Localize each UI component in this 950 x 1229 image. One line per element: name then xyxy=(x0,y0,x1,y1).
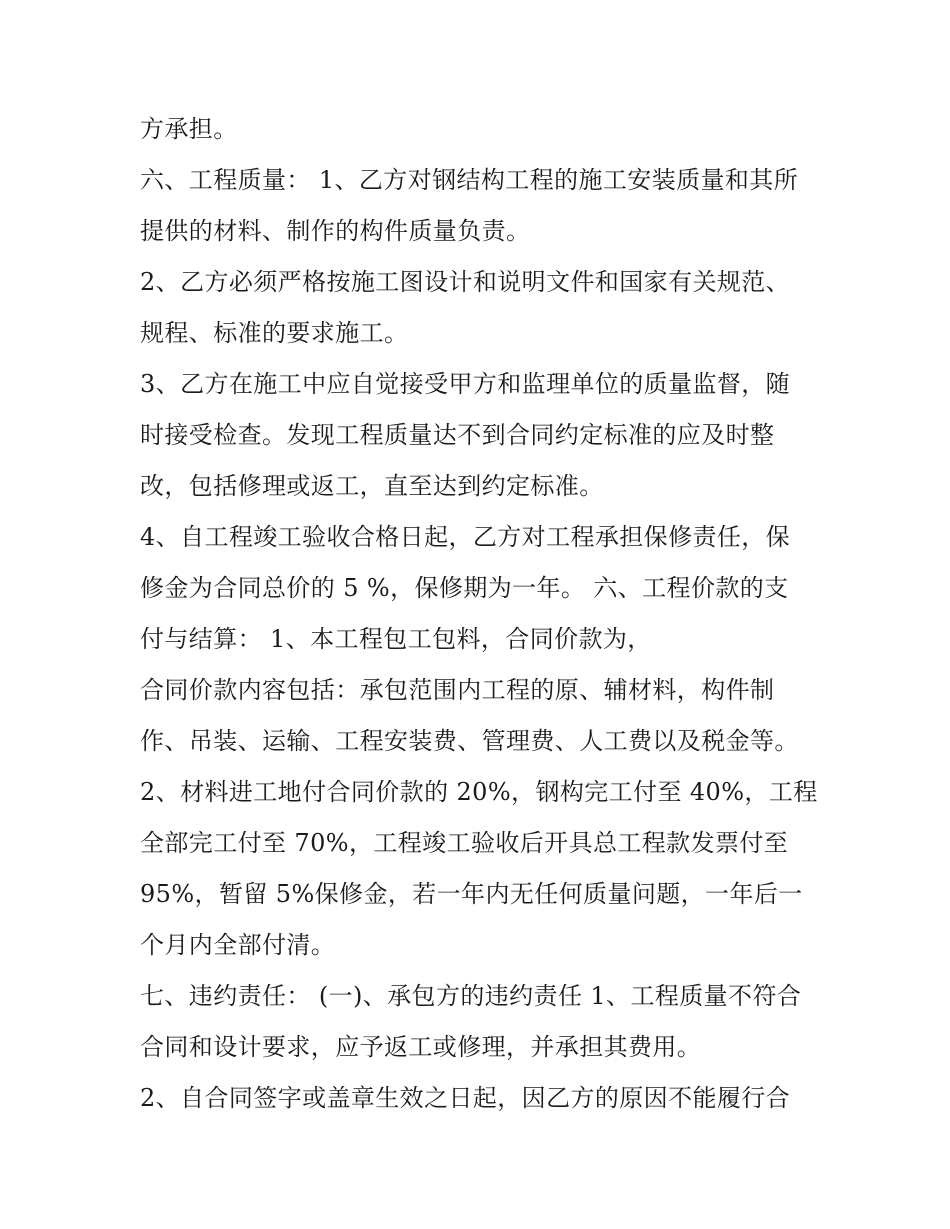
text-line: 作、吊装、运输、工程安装费、管理费、人工费以及税金等。 xyxy=(140,727,799,755)
text-line: 方承担。 xyxy=(140,115,238,143)
text-line: 2、自合同签字或盖章生效之日起，因乙方的原因不能履行合 xyxy=(140,1084,791,1112)
text-line: 七、违约责任： (一)、承包方的违约责任 1、工程质量不符合 xyxy=(140,982,802,1010)
text-line: 付与结算： 1、本工程包工包料，合同价款为， xyxy=(140,625,652,653)
text-line: 修金为合同总价的 5 %，保修期为一年。 六、工程价款的支 xyxy=(140,574,789,602)
text-line: 改，包括修理或返工，直至达到约定标准。 xyxy=(140,472,604,500)
text-line: 时接受检查。发现工程质量达不到合同约定标准的应及时整 xyxy=(140,421,775,449)
text-line: 六、工程质量： 1、乙方对钢结构工程的施工安装质量和其所 xyxy=(140,166,799,194)
text-line: 3、乙方在施工中应自觉接受甲方和监理单位的质量监督，随 xyxy=(140,370,791,398)
text-line: 95%，暂留 5%保修金，若一年内无任何质量问题，一年后一 xyxy=(140,880,803,908)
text-line: 提供的材料、制作的构件质量负责。 xyxy=(140,217,531,245)
contract-body-text xyxy=(140,104,820,1124)
text-line: 个月内全部付清。 xyxy=(140,931,336,959)
text-line: 2、材料进工地付合同价款的 20%，钢构完工付至 40%，工程 xyxy=(140,778,818,806)
text-line: 合同价款内容包括：承包范围内工程的原、辅材料，构件制 xyxy=(140,676,775,704)
text-line: 4、自工程竣工验收合格日起，乙方对工程承担保修责任，保 xyxy=(140,523,791,551)
text-line: 全部完工付至 70%，工程竣工验收后开具总工程款发票付至 xyxy=(140,829,789,857)
text-line: 合同和设计要求，应予返工或修理，并承担其费用。 xyxy=(140,1033,702,1061)
text-line: 规程、标准的要求施工。 xyxy=(140,319,409,347)
text-line: 2、乙方必须严格按施工图设计和说明文件和国家有关规范、 xyxy=(140,268,791,296)
